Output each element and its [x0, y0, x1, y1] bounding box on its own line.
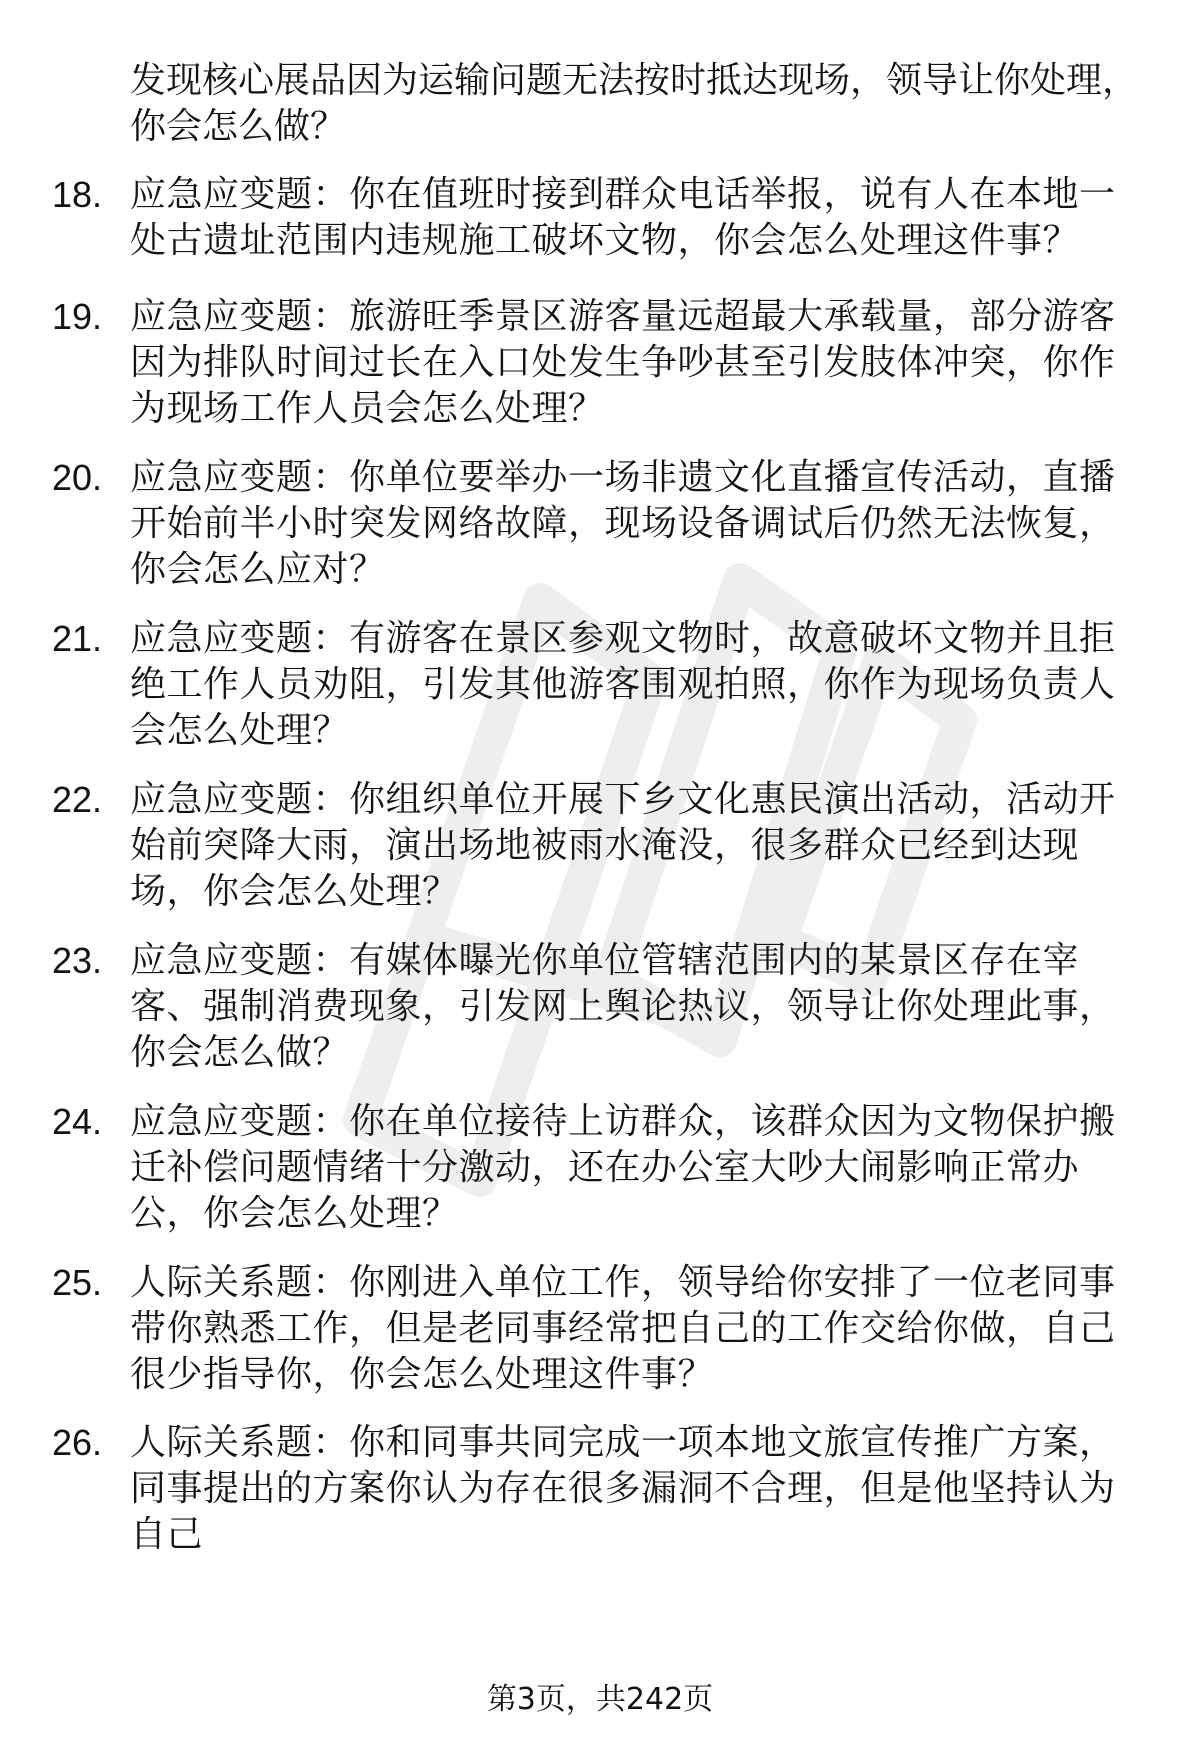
question-number: 20. [52, 457, 103, 498]
question-number: 18. [52, 174, 103, 215]
question-number: 23. [52, 940, 103, 981]
question-text: 应急应变题：你组织单位开展下乡文化惠民演出活动，活动开始前突降大雨，演出场地被雨水淹没，很多群众已经到达现场，你会怎么处理？ [130, 779, 1116, 912]
question-number: 19. [52, 296, 103, 337]
question-text: 应急应变题：你在单位接待上访群众，该群众因为文物保护搬迁补偿问题情绪十分激动，还在办公室大吵大闹影响正常办公，你会怎么处理？ [130, 1101, 1116, 1234]
question-number: 26. [52, 1422, 103, 1463]
question-text: 应急应变题：旅游旺季景区游客量远超最大承载量，部分游客因为排队时间过长在入口处发生争吵甚至引发肢体冲突，你作为现场工作人员会怎么处理？ [130, 296, 1116, 429]
question-text: 应急应变题：有游客在景区参观文物时，故意破坏文物并且拒绝工作人员劝阻，引发其他游客围观拍照，你作为现场负责人会怎么处理？ [130, 618, 1116, 751]
page-footer: 第3页，共242页 [486, 1682, 714, 1717]
question-number: 25. [52, 1262, 103, 1303]
question-text: 应急应变题：你单位要举办一场非遗文化直播宣传活动，直播开始前半小时突发网络故障，现场设备调试后仍然无法恢复，你会怎么应对？ [130, 457, 1116, 590]
question-text: 应急应变题：有媒体曝光你单位管辖范围内的某景区存在宰客、强制消费现象，引发网上舆论热议，领导让你处理此事，你会怎么做？ [130, 940, 1116, 1073]
question-number: 22. [52, 779, 103, 820]
question-number: 21. [52, 618, 103, 659]
question-text: 人际关系题：你和同事共同完成一项本地文旅宣传推广方案，同事提出的方案你认为存在很多漏洞不合理，但是他坚持认为自己 [130, 1422, 1116, 1555]
question-text: 人际关系题：你刚进入单位工作，领导给你安排了一位老同事带你熟悉工作，但是老同事经常把自己的工作交给你做，自己很少指导你，你会怎么处理这件事？ [130, 1262, 1116, 1395]
question-text: 应急应变题：你在值班时接到群众电话举报，说有人在本地一处古遗址范围内违规施工破坏文物，你会怎么处理这件事？ [130, 174, 1116, 261]
question-number: 24. [52, 1101, 103, 1142]
question-continuation: 发现核心展品因为运输问题无法按时抵达现场，领导让你处理，你会怎么做？ [130, 60, 1139, 147]
